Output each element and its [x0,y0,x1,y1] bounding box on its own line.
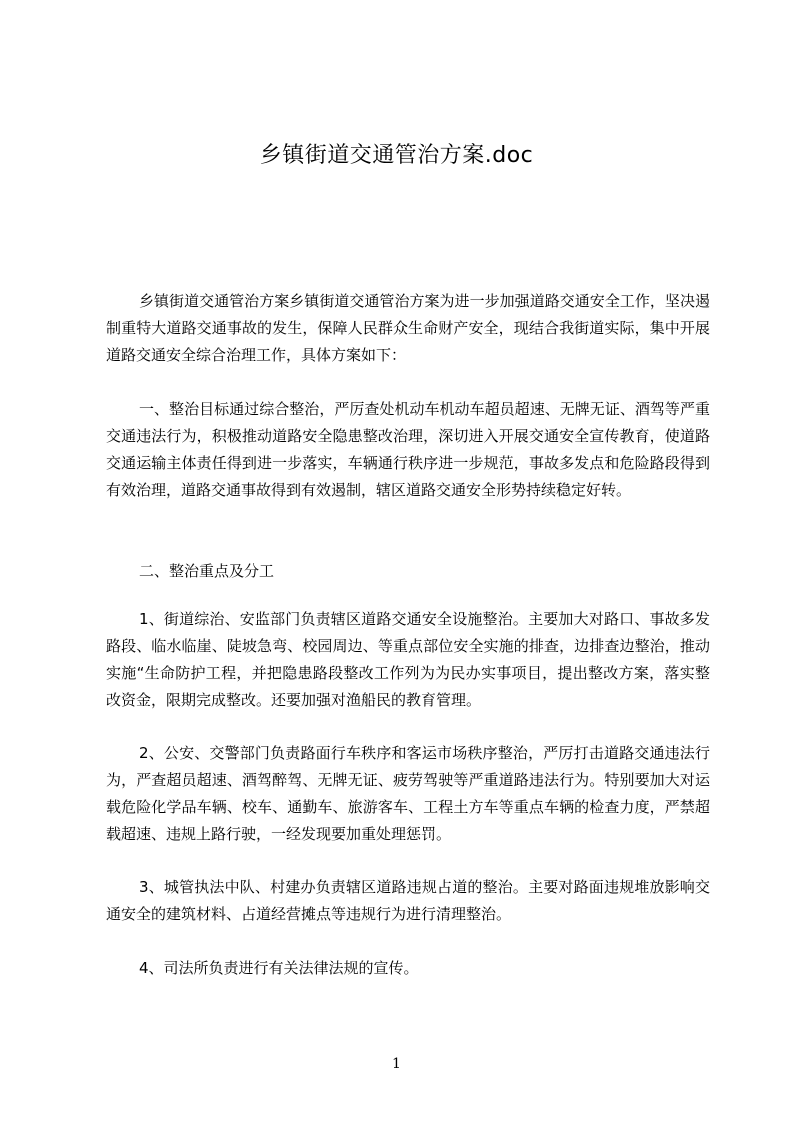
item-paragraph-2: 2、公安、交警部门负责路面行车秩序和客运市场秩序整治，严厉打击道路交通违法行为，严查超员超速、酒驾醉驾、无牌无证、疲劳驾驶等严重道路违法行为。特别要加大对运载危险化学品车辆、校车、通勤车、旅游客车、工程土方车等重点车辆的检查力度，严禁超载超速、违规上路行驶，一经发现要加重处理惩罚。 [106,744,710,843]
item-paragraph-4: 4、司法所负责进行有关法律法规的宣传。 [139,959,419,977]
goal-paragraph: 一、整治目标通过综合整治，严厉查处机动车机动车超员超速、无牌无证、酒驾等严重交通违法行为，积极推动道路安全隐患整改治理，深切进入开展交通安全宣传教育，使道路交通运输主体责任得到进一步落实，车辆通行秩序进一步规范，事故多发点和危险路段得到有效治理，道路交通事故得到有效遏制，辖区道路交通安全形势持续稳定好转。 [106,400,710,499]
intro-paragraph: 乡镇街道交通管治方案乡镇街道交通管治方案为进一步加强道路交通安全工作，坚决遏制重特大道路交通事故的发生，保障人民群众生命财产安全，现结合我街道实际，集中开展道路交通安全综合治理工作，具体方案如下： [106,292,710,364]
item-paragraph-3: 3、城管执法中队、村建办负责辖区道路违规占道的整治。主要对路面违规堆放影响交通安全的建筑材料、占道经营摊点等违规行为进行清理整治。 [106,878,710,923]
page-number: 1 [392,1056,401,1072]
section-heading: 二、整治重点及分工 [139,562,275,580]
document-title: 乡镇街道交通管治方案.doc [259,143,534,168]
item-paragraph-1: 1、街道综治、安监部门负责辖区道路交通安全设施整治。主要加大对路口、事故多发路段、临水临崖、陡坡急弯、校园周边、等重点部位安全实施的排查，边排查边整治，推动实施“生命防护工程，并把隐患路段整改工作列为为民办实事项目，提出整改方案，落实整改资金，限期完成整改。还要加强对渔船民的教育管理。 [106,610,710,709]
